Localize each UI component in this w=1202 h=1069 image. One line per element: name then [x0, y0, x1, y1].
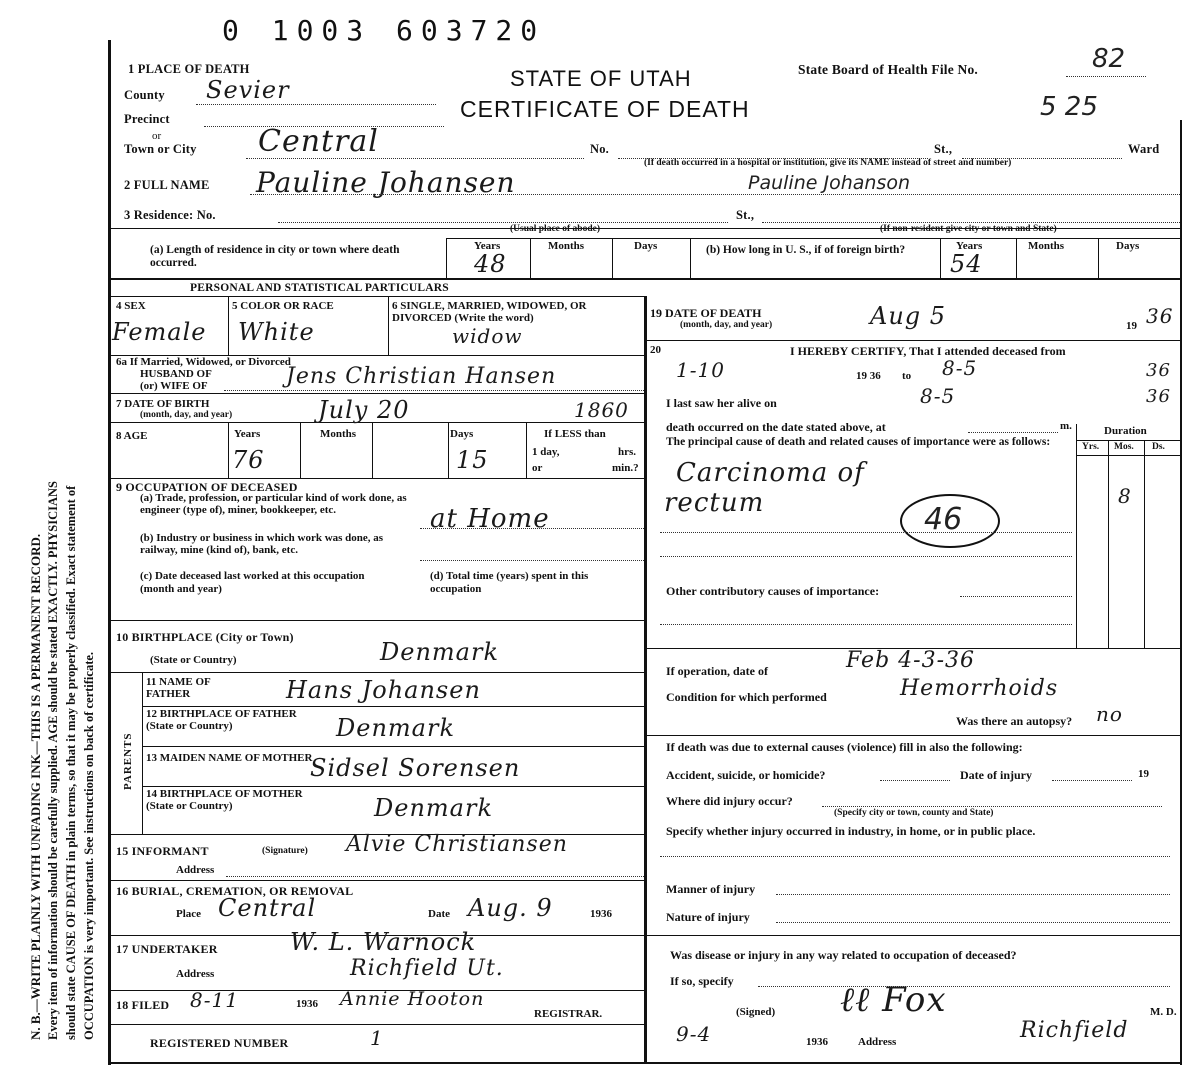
rule — [110, 1024, 646, 1025]
rule — [226, 876, 644, 877]
street-no-label: No. — [590, 142, 610, 156]
rule — [142, 746, 646, 747]
injury-19: 19 — [1138, 768, 1149, 780]
margin-line-2: Every item of information should be carefully supplied. AGE should be stated EXACTLY. PHYSICIANS — [46, 481, 60, 1040]
injury-date-label: Date of injury — [960, 768, 1032, 782]
rule — [110, 393, 646, 394]
occupation-d-label: (d) Total time (years) spent in this occupation — [430, 570, 589, 595]
residence-street-label: St., — [736, 208, 755, 222]
rule — [968, 432, 1058, 433]
rule — [776, 922, 1170, 923]
rule — [228, 422, 229, 478]
rule — [530, 238, 531, 278]
rule — [250, 194, 1180, 195]
rule — [660, 556, 1072, 557]
birthplace-label: 10 BIRTHPLACE (City or Town) — [116, 630, 294, 644]
less-day-label: 1 day, — [532, 446, 560, 458]
rule — [776, 894, 1170, 895]
rule — [110, 620, 646, 621]
rule — [246, 158, 584, 159]
undertaker-label: 17 UNDERTAKER — [116, 942, 218, 956]
m-label: m. — [1060, 420, 1072, 432]
burial-year: 1936 — [590, 908, 612, 920]
external-intro: If death was due to external causes (violence) fill in also the following: — [666, 740, 1023, 754]
full-name-printed: Pauline Johanson — [748, 172, 910, 194]
us-years-head: Years — [956, 240, 983, 252]
father-birth-value: Denmark — [336, 714, 455, 742]
age-days-value: 15 — [456, 446, 489, 474]
rule — [646, 340, 1182, 341]
dob-label: 7 DATE OF BIRTH — [116, 398, 210, 410]
condition-value: Hemorrhoids — [900, 676, 1059, 701]
rule — [1076, 440, 1182, 441]
if-so-label: If so, specify — [670, 974, 734, 988]
county-label: County — [124, 88, 165, 102]
certify-from: 1-10 — [676, 358, 725, 382]
dob-value: July 20 — [318, 396, 410, 424]
rule — [1098, 238, 1099, 278]
race-value: White — [238, 318, 315, 346]
filed-year: 1936 — [296, 998, 318, 1010]
file-number-2: 5 25 — [1040, 92, 1098, 122]
occupation-a-label: (a) Trade, profession, or particular kind of work done, as engineer (type of), miner, bookkeeper, etc. — [140, 492, 407, 516]
autopsy-value: no — [1096, 702, 1123, 726]
accident-label: Accident, suicide, or homicide? — [666, 768, 826, 782]
certify-num: 20 — [650, 344, 661, 356]
sex-value: Female — [112, 318, 207, 346]
full-name-label: 2 FULL NAME — [124, 178, 210, 192]
informant-value: Alvie Christiansen — [346, 832, 568, 857]
age-years-head: Years — [234, 428, 261, 440]
us-months-head: Months — [1028, 240, 1065, 252]
rule — [940, 238, 941, 278]
center-divider — [644, 296, 647, 1062]
manner-label: Manner of injury — [666, 882, 756, 896]
rule — [228, 296, 229, 355]
dob-year: 1860 — [574, 398, 629, 422]
outer-border-left — [108, 40, 111, 1065]
file-number: 82 — [1092, 44, 1126, 74]
file-stamp: 0 1003 603720 — [222, 14, 546, 47]
operation-date: Feb 4-3-36 — [846, 648, 976, 673]
ward-label: Ward — [1128, 142, 1160, 156]
last-saw-label: I last saw her alive on — [666, 396, 777, 410]
us-days-head: Days — [1116, 240, 1140, 252]
age-days-head: Days — [450, 428, 474, 440]
father-birth-label: 12 BIRTHPLACE OF FATHER (State or Country) — [146, 708, 297, 732]
death-occurred-label: death occurred on the date stated above, at — [666, 420, 886, 434]
rule — [660, 532, 1072, 533]
father-label: 11 NAME OF FATHER — [146, 676, 211, 700]
physician-signature: ℓℓ Fox — [840, 980, 947, 1020]
registrar-value: Annie Hooton — [340, 988, 485, 1010]
res-years-value: 48 — [474, 250, 507, 278]
last-saw-year: 36 — [1146, 386, 1171, 407]
md-label: M. D. — [1150, 1006, 1177, 1018]
rule — [142, 786, 646, 787]
us-length-label: (b) How long in U. S., if of foreign birth? — [706, 244, 906, 256]
condition-label: Condition for which performed — [666, 690, 827, 704]
res-days-head: Days — [634, 240, 658, 252]
res-months-head: Months — [548, 240, 585, 252]
rule — [1066, 76, 1146, 77]
outer-border-right — [1180, 120, 1182, 1065]
signed-address-label: Address — [858, 1036, 897, 1048]
rule — [660, 624, 1072, 625]
rule — [1016, 238, 1017, 278]
registered-number: 1 — [370, 1026, 384, 1050]
informant-sig-label: (Signature) — [262, 846, 308, 856]
mother-label: 13 MAIDEN NAME OF MOTHER — [146, 752, 313, 764]
burial-date-value: Aug. 9 — [468, 894, 553, 922]
less-min-label: min.? — [612, 462, 639, 474]
rule — [300, 422, 301, 478]
res-years-head: Years — [474, 240, 501, 252]
certificate-title: CERTIFICATE OF DEATH — [460, 96, 750, 122]
rule — [1144, 440, 1145, 648]
rule — [822, 806, 1162, 807]
spouse-value: Jens Christian Hansen — [286, 364, 557, 389]
rule — [372, 422, 373, 478]
hospital-note: (If death occurred in a hospital or institution, give its NAME instead of street and number) — [644, 158, 1012, 168]
personal-header: PERSONAL AND STATISTICAL PARTICULARS — [190, 282, 449, 294]
signed-year: 1936 — [806, 1036, 828, 1048]
us-years-value: 54 — [950, 250, 983, 278]
margin-line-1: N. B.—WRITE PLAINLY WITH UNFADING INK—THIS IS A PERMANENT RECORD. — [28, 533, 43, 1040]
rule — [1108, 440, 1109, 648]
rule — [278, 222, 728, 223]
informant-address-label: Address — [176, 864, 215, 876]
duration-label: Duration — [1104, 425, 1147, 437]
certify-text: I HEREBY CERTIFY, That I attended deceased from — [790, 344, 1066, 358]
nature-label: Nature of injury — [666, 910, 750, 924]
occupation-a-value: at Home — [430, 504, 550, 534]
nonresident-note: (If non-resident give city or town and State) — [880, 224, 1057, 234]
age-months-head: Months — [320, 428, 357, 440]
operation-label: If operation, date of — [666, 664, 768, 678]
rule — [110, 278, 1182, 280]
bottom-rule — [108, 1062, 1182, 1064]
rule — [1076, 424, 1077, 648]
rule — [142, 706, 646, 707]
signed-label: (Signed) — [736, 1006, 776, 1018]
contrib-label: Other contributory causes of importance: — [666, 584, 880, 598]
precinct-label: Precinct — [124, 112, 170, 126]
full-name-value: Pauline Johansen — [256, 166, 516, 199]
margin-line-4: OCCUPATION is very important. See instructions on back of certificate. — [82, 651, 96, 1040]
certify-to-year: 36 — [1146, 360, 1171, 381]
town-value: Central — [258, 124, 379, 159]
town-label: Town or City — [124, 142, 197, 156]
birthplace-state-label: (State or Country) — [150, 654, 237, 666]
rule — [420, 528, 644, 529]
residence-label: 3 Residence: No. — [124, 208, 216, 222]
rule — [388, 296, 389, 355]
rule — [110, 672, 646, 673]
duration-yrs: Yrs. — [1082, 442, 1100, 452]
age-label: 8 AGE — [116, 430, 148, 442]
where-label: Where did injury occur? — [666, 794, 793, 808]
cause-line-1: Carcinoma of — [676, 458, 865, 488]
death-date-sub: (month, day, and year) — [680, 320, 773, 330]
autopsy-label: Was there an autopsy? — [956, 714, 1073, 728]
spouse-label-a: 6a If Married, Widowed, or Divorced — [116, 356, 291, 368]
rule — [110, 296, 646, 297]
state-title: STATE OF UTAH — [510, 66, 692, 91]
cause-code: 46 — [924, 502, 963, 537]
marital-value: widow — [452, 324, 523, 348]
rule — [960, 596, 1072, 597]
certify-to: 8-5 — [942, 356, 978, 380]
parents-box-left — [142, 672, 143, 834]
death-year-prefix: 19 — [1126, 320, 1137, 332]
where-note: (Specify city or town, county and State) — [834, 808, 994, 818]
certify-from-year: 19 36 — [856, 370, 881, 382]
race-label: 5 COLOR OR RACE — [232, 300, 334, 312]
rule — [446, 238, 447, 278]
rule — [420, 560, 644, 561]
rule — [690, 238, 691, 278]
registered-number-label: REGISTERED NUMBER — [150, 1036, 289, 1050]
rule — [758, 986, 1170, 987]
board-file-label: State Board of Health File No. — [798, 62, 978, 77]
undertaker-address-value: Richfield Ut. — [350, 956, 504, 981]
last-saw-date: 8-5 — [920, 384, 956, 408]
length-residence-label: (a) Length of residence in city or town where death occurred. — [150, 244, 400, 269]
rule — [1076, 455, 1182, 456]
registrar-label: REGISTRAR. — [534, 1008, 603, 1020]
duration-ds: Ds. — [1152, 442, 1165, 452]
signed-address: Richfield — [1020, 1018, 1129, 1043]
or-label: or — [152, 130, 162, 142]
cause-line-2: rectum — [664, 488, 765, 518]
rule — [1052, 780, 1132, 781]
less-or-label: or — [532, 462, 543, 474]
birthplace-value: Denmark — [380, 638, 499, 666]
street-label: St., — [934, 142, 953, 156]
sex-label: 4 SEX — [116, 300, 146, 312]
county-value: Sevier — [206, 76, 290, 104]
parents-side-label: PARENTS — [122, 732, 134, 790]
mother-birth-label: 14 BIRTHPLACE OF MOTHER (State or Country) — [146, 788, 303, 812]
burial-label: 16 BURIAL, CREMATION, OR REMOVAL — [116, 884, 354, 898]
occupation-label: 9 OCCUPATION OF DECEASED — [116, 480, 298, 494]
less-hrs-label: hrs. — [618, 446, 637, 458]
cause-label: The principal cause of death and related causes of importance were as follows: — [666, 436, 1051, 448]
father-value: Hans Johansen — [286, 676, 481, 704]
occupation-b-label: (b) Industry or business in which work was done, as railway, mine (kind of), bank, etc. — [140, 532, 384, 556]
place-of-death-label: 1 PLACE OF DEATH — [128, 62, 250, 76]
duration-mos: Mos. — [1114, 442, 1134, 452]
burial-date-label: Date — [428, 908, 450, 920]
rule — [880, 780, 950, 781]
related-label: Was disease or injury in any way related to occupation of deceased? — [670, 948, 1017, 962]
usual-abode-note: (Usual place of abode) — [510, 224, 600, 234]
rule — [612, 238, 613, 278]
less-than-label: If LESS than — [544, 428, 606, 440]
burial-place-value: Central — [218, 894, 317, 922]
death-date-label: 19 DATE OF DEATH — [650, 306, 762, 320]
rule — [646, 935, 1182, 936]
rule — [660, 856, 1170, 857]
dob-sub-label: (month, day, and year) — [140, 410, 233, 420]
filed-date: 8-11 — [190, 988, 239, 1012]
undertaker-value: W. L. Warnock — [290, 928, 477, 956]
rule — [762, 222, 1180, 223]
rule — [196, 104, 436, 105]
undertaker-address-label: Address — [176, 968, 215, 980]
mother-birth-value: Denmark — [374, 794, 493, 822]
occupation-c-label: (c) Date deceased last worked at this occupation (month and year) — [140, 570, 365, 595]
rule — [446, 238, 1182, 239]
cause-months: 8 — [1118, 484, 1132, 508]
certify-to-label: to — [902, 370, 912, 382]
informant-label: 15 INFORMANT — [116, 844, 209, 858]
rule — [110, 880, 646, 881]
age-years-value: 76 — [232, 446, 265, 474]
rule — [224, 390, 644, 391]
marital-label: 6 SINGLE, MARRIED, WIDOWED, OR DIVORCED (Write the word) — [392, 300, 587, 324]
burial-place-label: Place — [176, 908, 202, 920]
rule — [526, 422, 527, 478]
death-year: 36 — [1146, 304, 1174, 328]
spouse-label-c: (or) WIFE OF — [140, 380, 208, 392]
filed-label: 18 FILED — [116, 998, 170, 1012]
rule — [646, 735, 1182, 736]
rule — [110, 478, 646, 479]
margin-line-3: should state CAUSE OF DEATH in plain terms, so that it may be properly classified. Exact statement of — [64, 485, 78, 1040]
mother-value: Sidsel Sorensen — [310, 754, 521, 782]
signed-date: 9-4 — [676, 1022, 712, 1046]
specify-label: Specify whether injury occurred in industry, in home, or in public place. — [666, 824, 1036, 838]
death-date-value: Aug 5 — [870, 302, 947, 330]
spouse-label-b: HUSBAND OF — [140, 368, 212, 380]
rule — [448, 422, 449, 478]
